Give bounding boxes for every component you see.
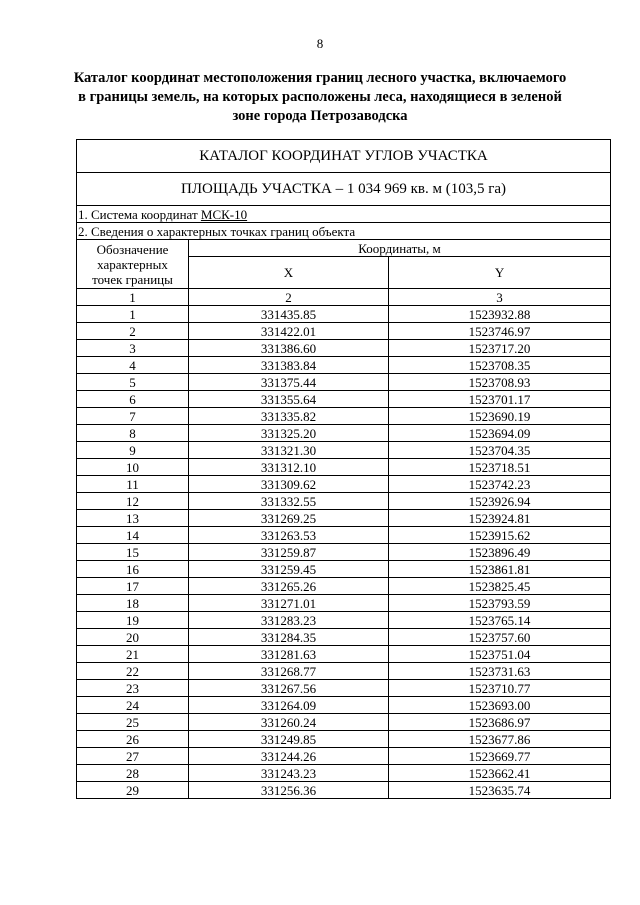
point-number-cell: 13 — [77, 510, 189, 527]
y-coordinate-cell: 1523693.00 — [389, 697, 611, 714]
point-number-cell: 19 — [77, 612, 189, 629]
table-row — [77, 493, 611, 510]
coordinate-system-name: МСК-10 — [200, 206, 248, 222]
point-number-cell: 14 — [77, 527, 189, 544]
table-row — [77, 340, 611, 357]
x-coordinate-cell: 331259.45 — [189, 561, 389, 578]
table-row — [77, 731, 611, 748]
y-coordinate-cell: 1523825.45 — [389, 578, 611, 595]
point-number-cell: 17 — [77, 578, 189, 595]
coordinate-system — [77, 206, 611, 223]
point-designation-header-line: характерных — [97, 256, 168, 272]
y-coordinate-cell: 1523686.97 — [389, 714, 611, 731]
table-row — [77, 425, 611, 442]
coordinates-catalog-table — [76, 139, 611, 799]
x-coordinate-cell: 331243.23 — [189, 765, 389, 782]
point-number-cell: 11 — [77, 476, 189, 493]
table-row — [77, 765, 611, 782]
x-coordinate-cell: 331281.63 — [189, 646, 389, 663]
x-coordinate-cell: 331355.64 — [189, 391, 389, 408]
point-number-cell: 21 — [77, 646, 189, 663]
table-row — [77, 408, 611, 425]
x-coordinate-cell: 331264.09 — [189, 697, 389, 714]
point-number-cell: 3 — [77, 340, 189, 357]
column-number: 2 — [189, 289, 389, 306]
page-number: 8 — [316, 36, 324, 51]
table-row — [77, 442, 611, 459]
point-number-cell: 10 — [77, 459, 189, 476]
table-header-row — [77, 240, 611, 257]
table-row — [77, 714, 611, 731]
point-number-cell: 5 — [77, 374, 189, 391]
x-coordinate-cell: 331422.01 — [189, 323, 389, 340]
table-row — [77, 476, 611, 493]
table-row — [77, 578, 611, 595]
y-coordinate-cell: 1523757.60 — [389, 629, 611, 646]
x-coordinate-cell: 331335.82 — [189, 408, 389, 425]
x-coordinate-cell: 331325.20 — [189, 425, 389, 442]
x-coordinate-cell: 331383.84 — [189, 357, 389, 374]
y-coordinate-cell: 1523662.41 — [389, 765, 611, 782]
point-number-cell: 26 — [77, 731, 189, 748]
table-row — [77, 306, 611, 323]
table-row — [77, 612, 611, 629]
y-coordinate-cell: 1523932.88 — [389, 306, 611, 323]
x-header: X — [189, 257, 389, 289]
point-number-cell: 29 — [77, 782, 189, 799]
x-coordinate-cell: 331312.10 — [189, 459, 389, 476]
table-row — [77, 697, 611, 714]
y-coordinate-cell: 1523924.81 — [389, 510, 611, 527]
y-coordinate-cell: 1523708.35 — [389, 357, 611, 374]
table-row — [77, 561, 611, 578]
x-coordinate-cell: 331249.85 — [189, 731, 389, 748]
table-row — [77, 544, 611, 561]
point-number-cell: 8 — [77, 425, 189, 442]
y-coordinate-cell: 1523896.49 — [389, 544, 611, 561]
table-row — [77, 663, 611, 680]
x-coordinate-cell: 331309.62 — [189, 476, 389, 493]
y-coordinate-cell: 1523710.77 — [389, 680, 611, 697]
table-heading-row — [77, 140, 611, 173]
coordinates-header: Координаты, м — [189, 240, 611, 257]
catalog-area: ПЛОЩАДЬ УЧАСТКА – 1 034 969 кв. м (103,5 га) — [77, 173, 611, 206]
table-row — [77, 527, 611, 544]
y-coordinate-cell: 1523915.62 — [389, 527, 611, 544]
point-number-cell: 6 — [77, 391, 189, 408]
x-coordinate-cell: 331263.53 — [189, 527, 389, 544]
catalog-heading: КАТАЛОГ КООРДИНАТ УГЛОВ УЧАСТКА — [77, 140, 611, 173]
x-coordinate-cell: 331375.44 — [189, 374, 389, 391]
points-info: 2. Сведения о характерных точках границ объекта — [77, 223, 611, 240]
table-row — [77, 629, 611, 646]
point-number-cell: 2 — [77, 323, 189, 340]
column-number: 3 — [389, 289, 611, 306]
point-number-cell: 15 — [77, 544, 189, 561]
point-number-cell: 16 — [77, 561, 189, 578]
x-coordinate-cell: 331271.01 — [189, 595, 389, 612]
y-coordinate-cell: 1523742.23 — [389, 476, 611, 493]
y-coordinate-cell: 1523717.20 — [389, 340, 611, 357]
column-number: 1 — [77, 289, 189, 306]
x-coordinate-cell: 331283.23 — [189, 612, 389, 629]
table-row — [77, 459, 611, 476]
x-coordinate-cell: 331256.36 — [189, 782, 389, 799]
document-title-line: Каталог координат местоположения границ лесного участка, включаемого — [73, 70, 567, 86]
point-number-cell: 7 — [77, 408, 189, 425]
y-coordinate-cell: 1523690.19 — [389, 408, 611, 425]
point-number-cell: 24 — [77, 697, 189, 714]
y-coordinate-cell: 1523669.77 — [389, 748, 611, 765]
y-coordinate-cell: 1523861.81 — [389, 561, 611, 578]
document-title-line: в границы земель, на которых расположены леса, находящиеся в зеленой — [78, 89, 562, 105]
point-number-cell: 4 — [77, 357, 189, 374]
point-number-cell: 27 — [77, 748, 189, 765]
document-title-line: зоне города Петрозаводска — [232, 108, 408, 124]
point-number-cell: 28 — [77, 765, 189, 782]
document-title — [60, 69, 580, 126]
table-row — [77, 374, 611, 391]
y-coordinate-cell: 1523731.63 — [389, 663, 611, 680]
table-column-numbers-row — [77, 289, 611, 306]
x-coordinate-cell: 331267.56 — [189, 680, 389, 697]
x-coordinate-cell: 331268.77 — [189, 663, 389, 680]
y-coordinate-cell: 1523765.14 — [389, 612, 611, 629]
x-coordinate-cell: 331386.60 — [189, 340, 389, 357]
table-row — [77, 391, 611, 408]
point-designation-header-line: точек границы — [92, 271, 173, 287]
table-row — [77, 782, 611, 799]
x-coordinate-cell: 331284.35 — [189, 629, 389, 646]
x-coordinate-cell: 331332.55 — [189, 493, 389, 510]
point-number-cell: 9 — [77, 442, 189, 459]
point-number-cell: 18 — [77, 595, 189, 612]
point-number-cell: 23 — [77, 680, 189, 697]
table-system-row — [77, 206, 611, 223]
coordinate-system-prefix: 1. Система координат — [78, 206, 201, 222]
x-coordinate-cell: 331321.30 — [189, 442, 389, 459]
point-number-cell: 20 — [77, 629, 189, 646]
x-coordinate-cell: 331244.26 — [189, 748, 389, 765]
y-coordinate-cell: 1523708.93 — [389, 374, 611, 391]
x-coordinate-cell: 331260.24 — [189, 714, 389, 731]
table-row — [77, 357, 611, 374]
table-area-row — [77, 173, 611, 206]
y-coordinate-cell: 1523751.04 — [389, 646, 611, 663]
table-row — [77, 510, 611, 527]
y-coordinate-cell: 1523635.74 — [389, 782, 611, 799]
x-coordinate-cell: 331259.87 — [189, 544, 389, 561]
table-row — [77, 748, 611, 765]
x-coordinate-cell: 331435.85 — [189, 306, 389, 323]
point-number-cell: 22 — [77, 663, 189, 680]
y-coordinate-cell: 1523694.09 — [389, 425, 611, 442]
x-coordinate-cell: 331269.25 — [189, 510, 389, 527]
y-coordinate-cell: 1523926.94 — [389, 493, 611, 510]
table-row — [77, 323, 611, 340]
y-coordinate-cell: 1523746.97 — [389, 323, 611, 340]
point-number-cell: 1 — [77, 306, 189, 323]
y-coordinate-cell: 1523701.17 — [389, 391, 611, 408]
table-points-info-row — [77, 223, 611, 240]
y-coordinate-cell: 1523704.35 — [389, 442, 611, 459]
table-row — [77, 595, 611, 612]
y-coordinate-cell: 1523793.59 — [389, 595, 611, 612]
y-coordinate-cell: 1523677.86 — [389, 731, 611, 748]
point-number-cell: 25 — [77, 714, 189, 731]
point-number-cell: 12 — [77, 493, 189, 510]
y-coordinate-cell: 1523718.51 — [389, 459, 611, 476]
x-coordinate-cell: 331265.26 — [189, 578, 389, 595]
table-row — [77, 680, 611, 697]
point-designation-header-line: Обозначение — [96, 241, 169, 257]
table-row — [77, 646, 611, 663]
y-header: Y — [389, 257, 611, 289]
point-designation-header — [77, 240, 189, 289]
